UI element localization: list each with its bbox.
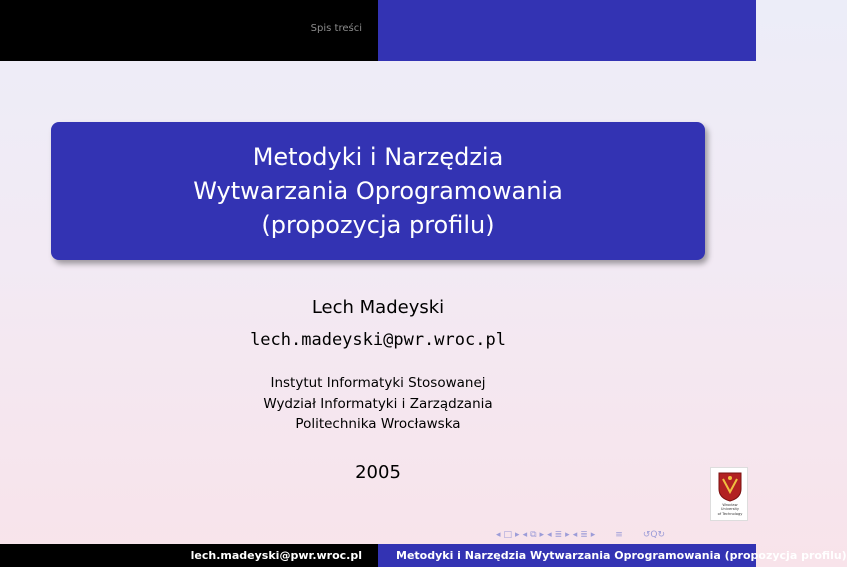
author-email: lech.madeyski@pwr.wroc.pl: [250, 330, 506, 350]
footer-author-email: lech.madeyski@pwr.wroc.pl: [0, 544, 378, 567]
presentation-date: 2005: [355, 462, 401, 483]
logo-line-3: of Technology: [717, 511, 743, 516]
subsection-next-icon[interactable]: ▸: [539, 530, 545, 540]
doc-next-icon[interactable]: ▸: [590, 530, 596, 540]
doc-prev-icon[interactable]: ◂: [572, 530, 578, 540]
institute-line-3: Politechnika Wrocławska: [295, 416, 461, 432]
header-left-panel: [0, 0, 378, 61]
outline-icon[interactable]: ≡: [615, 530, 623, 540]
navigation-bar: [496, 529, 665, 541]
section-icon[interactable]: ≣: [554, 530, 563, 540]
header-right-panel: [378, 0, 756, 61]
title-line-3: (propozycja profilu): [261, 211, 495, 239]
university-logo: [710, 467, 748, 521]
header-bar: [0, 0, 756, 61]
university-shield-icon: [718, 472, 742, 502]
subsection-prev-icon[interactable]: ◂: [522, 530, 528, 540]
footer-presentation-title: Metodyki i Narzędzia Wytwarzania Oprogramowania (propozycja profilu): [378, 544, 756, 567]
frame-prev-icon[interactable]: ◂: [496, 530, 501, 540]
footer-bar: [0, 544, 847, 567]
search-icon[interactable]: ↺Q↻: [642, 530, 666, 540]
section-prev-icon[interactable]: ◂: [547, 530, 552, 540]
title-box: [51, 122, 705, 260]
toc-link[interactable]: Spis treści: [310, 23, 362, 34]
institute-line-1: Instytut Informatyki Stosowanej: [270, 375, 486, 391]
doc-icon[interactable]: ≣: [580, 530, 588, 540]
frame-next-icon[interactable]: ▸: [515, 530, 520, 540]
frame-icon[interactable]: □: [503, 530, 513, 540]
logo-caption: [712, 503, 748, 516]
subsection-icon[interactable]: ⧉: [530, 530, 537, 540]
title-line-2: Wytwarzania Oprogramowania: [193, 177, 563, 205]
logo-line-2: University: [720, 507, 740, 512]
logo-line-1: Wrocław: [722, 503, 738, 507]
section-next-icon[interactable]: ▸: [565, 530, 570, 540]
author-name: Lech Madeyski: [311, 297, 445, 318]
title-line-1: Metodyki i Narzędzia: [252, 143, 504, 171]
institute-line-2: Wydział Informatyki i Zarządzania: [263, 396, 493, 412]
